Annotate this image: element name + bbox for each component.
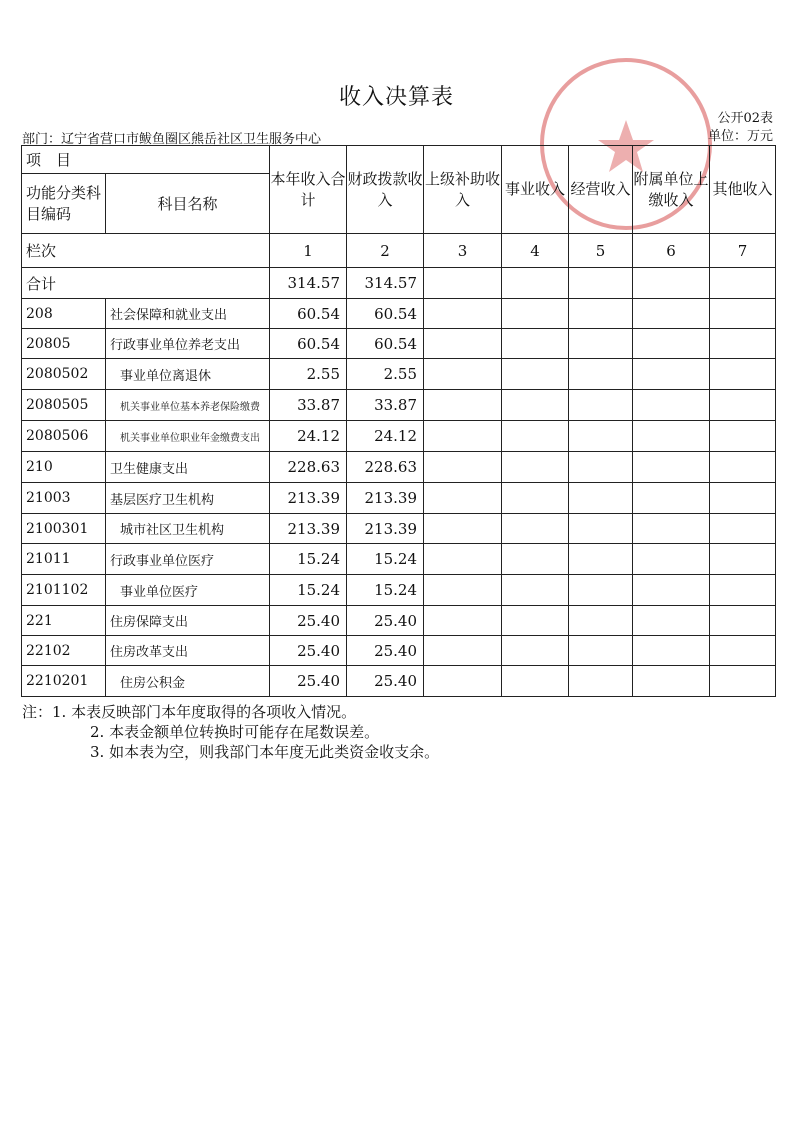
total-income: 314.57 [270,268,347,299]
header-col-operating: 经营收入 [569,146,633,234]
table-row [22,359,776,390]
row-code: 2210201 [22,666,106,697]
row-code: 208 [22,299,106,329]
row-fiscal: 25.40 [347,606,424,636]
row-code: 2080506 [22,421,106,452]
table-row [22,299,776,329]
col-num: 5 [569,234,633,268]
row-code: 22102 [22,636,106,666]
row-total: 228.63 [270,452,347,483]
table-row [22,636,776,666]
table-row [22,421,776,452]
row-total: 213.39 [270,483,347,514]
row-name: 社会保障和就业支出 [106,299,270,329]
row-name: 事业单位离退休 [106,359,270,390]
header-func-code: 功能分类科目编码 [22,174,106,234]
row-code: 21003 [22,483,106,514]
row-code: 210 [22,452,106,483]
header-item: 项 目 [22,146,270,174]
header-col-upper: 上级补助收入 [424,146,502,234]
row-fiscal: 25.40 [347,636,424,666]
note-line: 2. 本表金额单位转换时可能存在尾数误差。 [90,723,380,741]
header-col-total: 本年收入合计 [270,146,347,234]
table-row [22,606,776,636]
row-total: 24.12 [270,421,347,452]
row-name: 基层医疗卫生机构 [106,483,270,514]
row-name: 卫生健康支出 [106,452,270,483]
row-code: 221 [22,606,106,636]
row-total: 25.40 [270,606,347,636]
row-name: 事业单位医疗 [106,575,270,606]
row-code: 2080502 [22,359,106,390]
row-total: 213.39 [270,514,347,544]
row-total: 60.54 [270,299,347,329]
income-table [21,145,776,697]
row-name: 机关事业单位基本养老保险缴费 [106,390,270,421]
total-label: 合计 [22,268,270,299]
row-label: 栏次 [22,234,270,268]
total-fiscal: 314.57 [347,268,424,299]
row-code: 20805 [22,329,106,359]
col-num: 7 [710,234,776,268]
row-code: 2101102 [22,575,106,606]
row-name: 住房改革支出 [106,636,270,666]
table-row [22,390,776,421]
table-row [22,514,776,544]
row-name: 住房保障支出 [106,606,270,636]
row-fiscal: 15.24 [347,544,424,575]
row-code: 2100301 [22,514,106,544]
row-total: 33.87 [270,390,347,421]
row-name: 行政事业单位养老支出 [106,329,270,359]
col-num: 6 [633,234,710,268]
row-total: 25.40 [270,666,347,697]
header-subject-name: 科目名称 [106,174,270,234]
row-fiscal: 2.55 [347,359,424,390]
row-fiscal: 213.39 [347,483,424,514]
row-fiscal: 228.63 [347,452,424,483]
row-code: 21011 [22,544,106,575]
col-num: 3 [424,234,502,268]
table-row [22,575,776,606]
row-name: 机关事业单位职业年金缴费支出 [106,421,270,452]
form-number: 公开02表 [717,111,773,126]
table-row [22,483,776,514]
notes [22,702,439,762]
note-line: 注：1. 本表反映部门本年度取得的各项收入情况。 [22,703,357,721]
table-row [22,544,776,575]
page-title: 收入决算表 [338,85,454,110]
row-fiscal: 25.40 [347,666,424,697]
row-total: 2.55 [270,359,347,390]
row-name: 行政事业单位医疗 [106,544,270,575]
col-num: 4 [502,234,569,268]
row-fiscal: 60.54 [347,329,424,359]
table-row [22,329,776,359]
row-fiscal: 33.87 [347,390,424,421]
row-fiscal: 213.39 [347,514,424,544]
table-row [22,452,776,483]
row-total: 15.24 [270,544,347,575]
note-line: 3. 如本表为空，则我部门本年度无此类资金收支余。 [90,743,440,761]
row-code: 2080505 [22,390,106,421]
row-total: 60.54 [270,329,347,359]
row-total: 25.40 [270,636,347,666]
row-fiscal: 60.54 [347,299,424,329]
total-row [22,268,776,299]
header-col-business: 事业收入 [502,146,569,234]
col-num: 1 [270,234,347,268]
unit-label: 单位：万元 [707,129,773,144]
department-label: 部门：辽宁省营口市鲅鱼圈区熊岳社区卫生服务中心 [22,132,322,147]
row-total: 15.24 [270,575,347,606]
row-fiscal: 24.12 [347,421,424,452]
table-row [22,666,776,697]
row-name: 住房公积金 [106,666,270,697]
col-num: 2 [347,234,424,268]
header-col-other: 其他收入 [710,146,776,234]
row-fiscal: 15.24 [347,575,424,606]
header-col-fiscal: 财政拨款收入 [347,146,424,234]
row-name: 城市社区卫生机构 [106,514,270,544]
header-col-affiliated: 附属单位上缴收入 [633,146,710,234]
